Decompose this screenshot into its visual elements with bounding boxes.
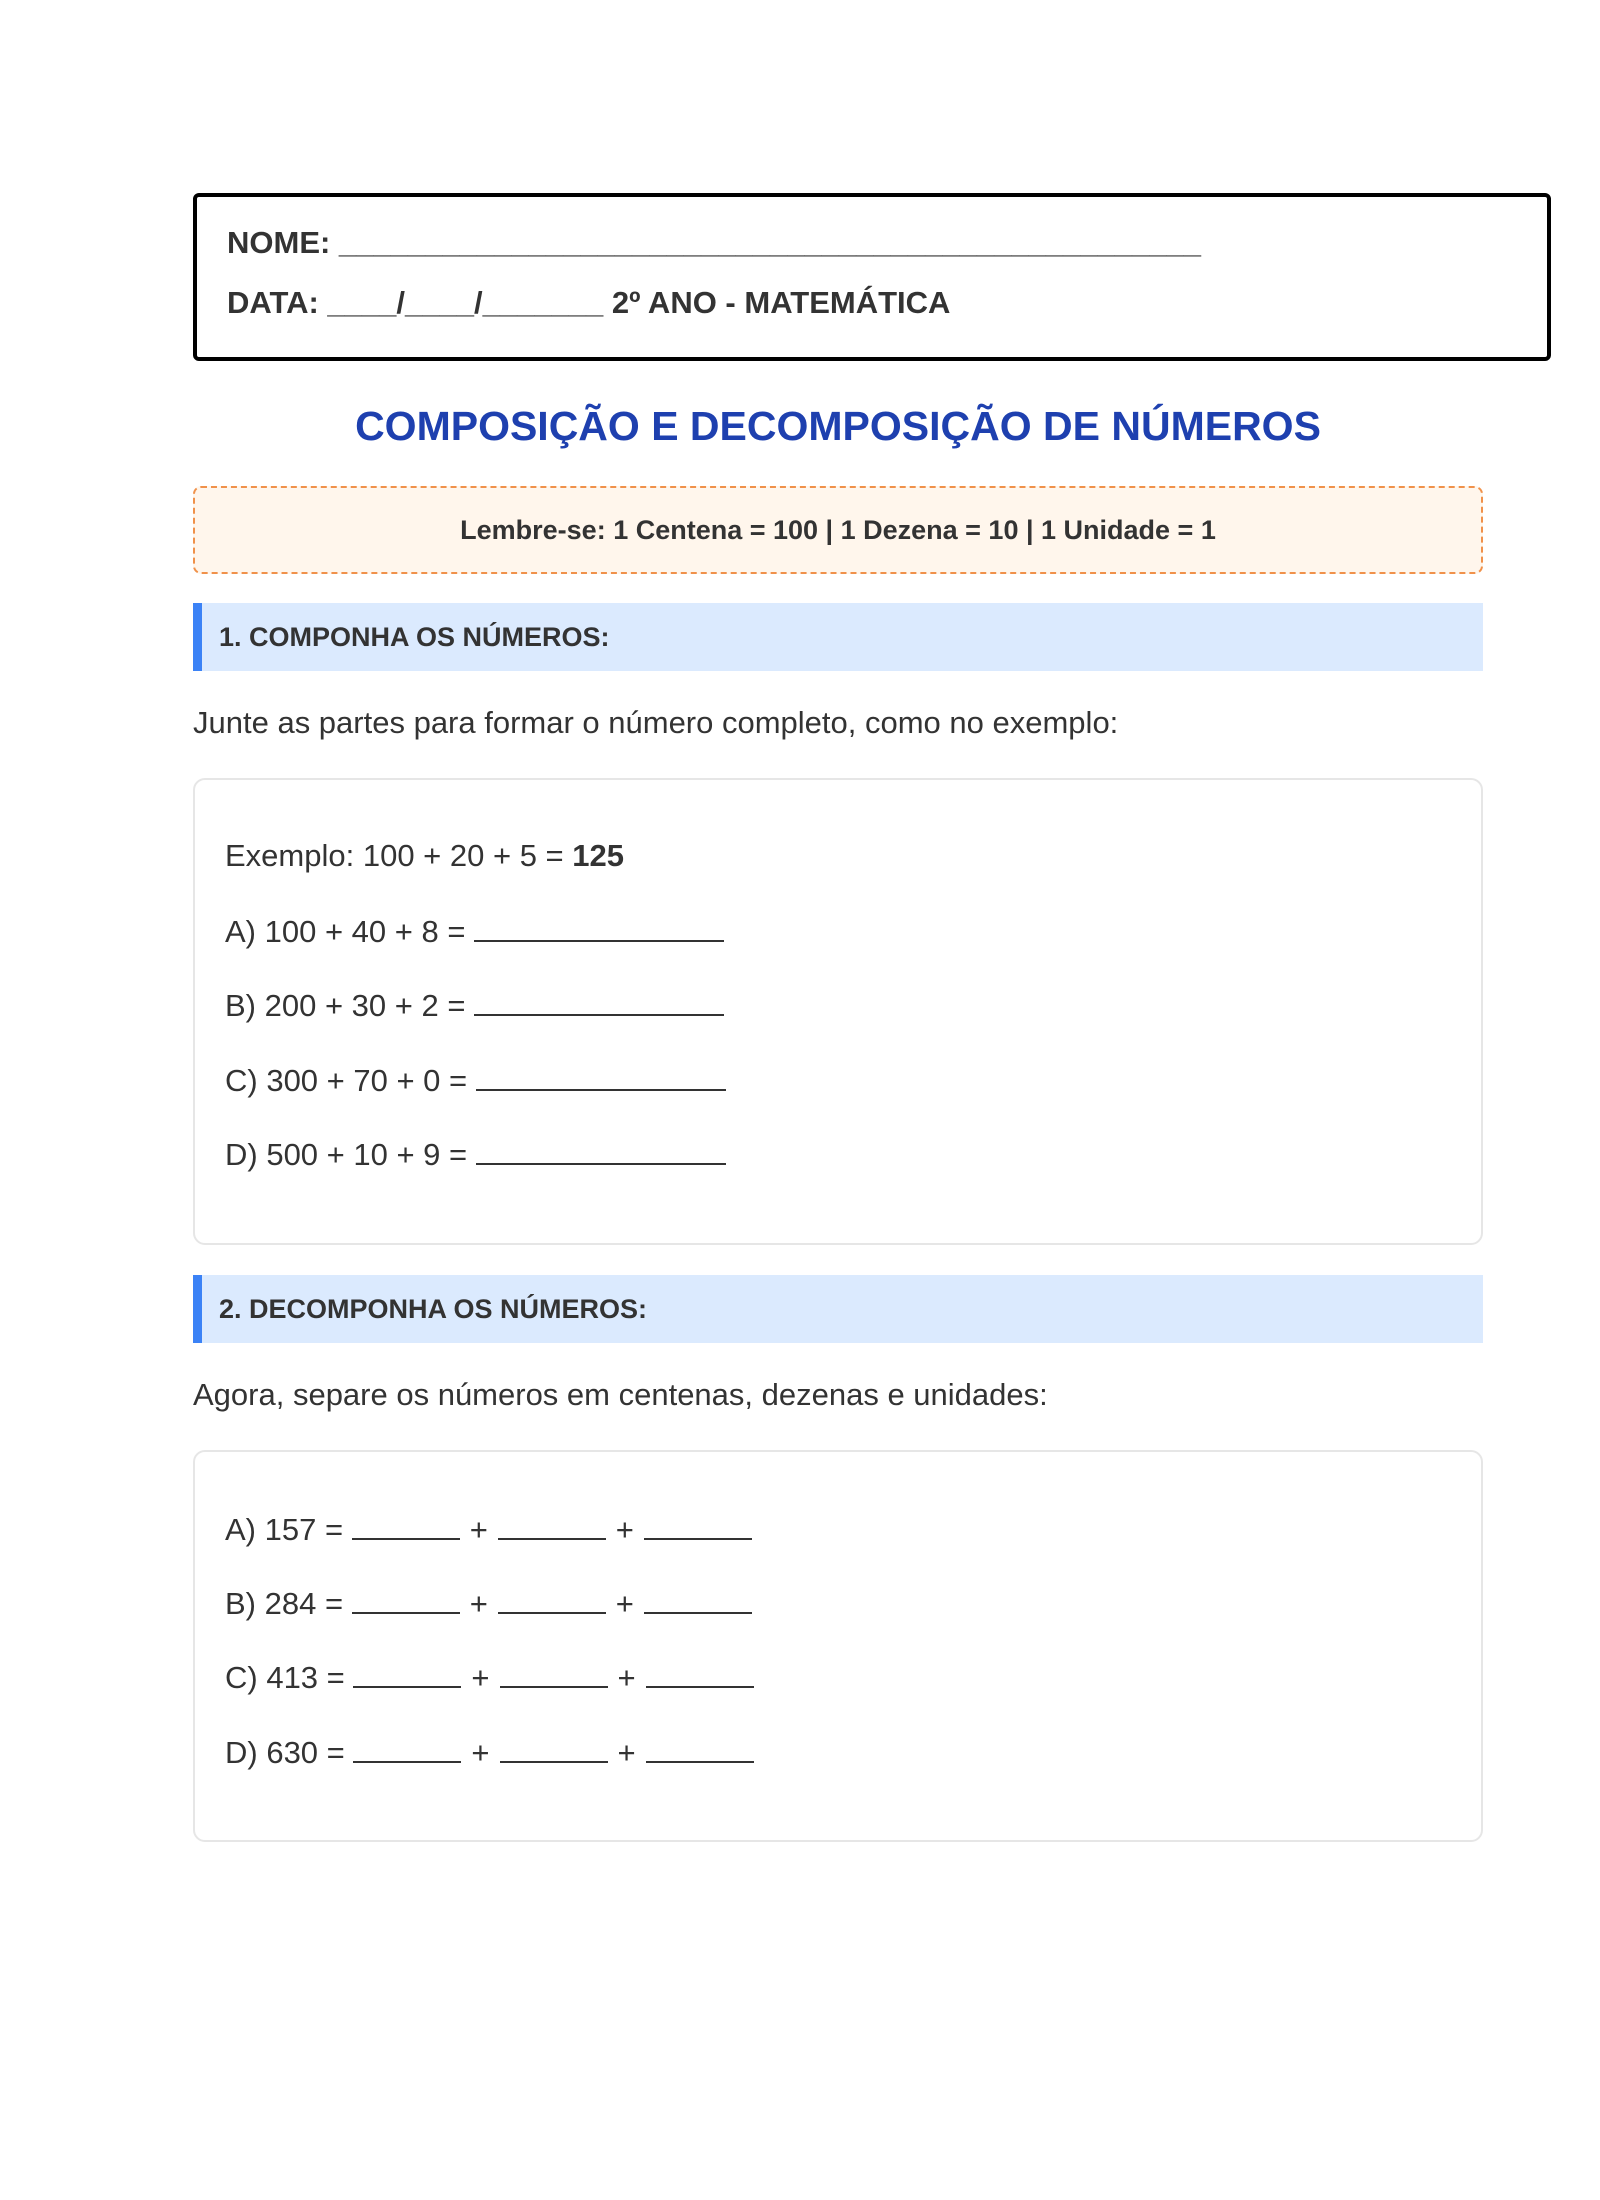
grade-subject-label: 2º ANO - MATEMÁTICA [611, 285, 951, 320]
composition-item-a: A) 100 + 40 + 8 = [225, 912, 724, 950]
name-field-line[interactable]: NOME: __________________________________________________ [227, 225, 1201, 260]
answer-blank[interactable] [474, 912, 724, 942]
worksheet-page [193, 193, 1551, 1770]
decomposition-item-a: A) 157 = + + [225, 1510, 752, 1548]
worksheet-title: COMPOSIÇÃO E DECOMPOSIÇÃO DE NÚMEROS [355, 403, 1321, 449]
units-blank[interactable] [644, 1510, 752, 1540]
decomposition-item-c: C) 413 = + + [225, 1658, 754, 1696]
answer-blank[interactable] [476, 1135, 726, 1165]
date-field[interactable]: DATA: ____/____/_______ [227, 285, 604, 320]
hundreds-blank[interactable] [353, 1733, 461, 1763]
hundreds-blank[interactable] [352, 1584, 460, 1614]
decomposition-exercise-card [193, 1450, 1483, 1842]
tens-blank[interactable] [498, 1584, 606, 1614]
student-info-box [193, 193, 1551, 361]
composition-item-b: B) 200 + 30 + 2 = [225, 986, 724, 1024]
tens-blank[interactable] [500, 1658, 608, 1688]
composition-item-d: D) 500 + 10 + 9 = [225, 1135, 726, 1173]
example-answer: 125 [572, 838, 625, 873]
composition-item-c: C) 300 + 70 + 0 = [225, 1061, 726, 1099]
example-row [225, 838, 624, 874]
hundreds-blank[interactable] [352, 1510, 460, 1540]
example-expression: Exemplo: 100 + 20 + 5 = [225, 838, 573, 873]
reminder-box: Lembre-se: 1 Centena = 100 | 1 Dezena = 10 | 1 Unidade = 1 [193, 486, 1483, 574]
units-blank[interactable] [644, 1584, 752, 1614]
units-blank[interactable] [646, 1733, 754, 1763]
section2-instruction: Agora, separe os números em centenas, dezenas e unidades: [193, 1377, 1048, 1412]
tens-blank[interactable] [498, 1510, 606, 1540]
answer-blank[interactable] [476, 1061, 726, 1091]
tens-blank[interactable] [500, 1733, 608, 1763]
section1-heading: 1. COMPONHA OS NÚMEROS: [193, 603, 1483, 671]
decomposition-item-d: D) 630 = + + [225, 1733, 754, 1771]
answer-blank[interactable] [474, 986, 724, 1016]
hundreds-blank[interactable] [353, 1658, 461, 1688]
section2-heading: 2. DECOMPONHA OS NÚMEROS: [193, 1275, 1483, 1343]
decomposition-item-b: B) 284 = + + [225, 1584, 752, 1622]
date-grade-line [227, 285, 950, 321]
composition-exercise-card [193, 778, 1483, 1245]
units-blank[interactable] [646, 1658, 754, 1688]
section1-instruction: Junte as partes para formar o número completo, como no exemplo: [193, 705, 1119, 740]
